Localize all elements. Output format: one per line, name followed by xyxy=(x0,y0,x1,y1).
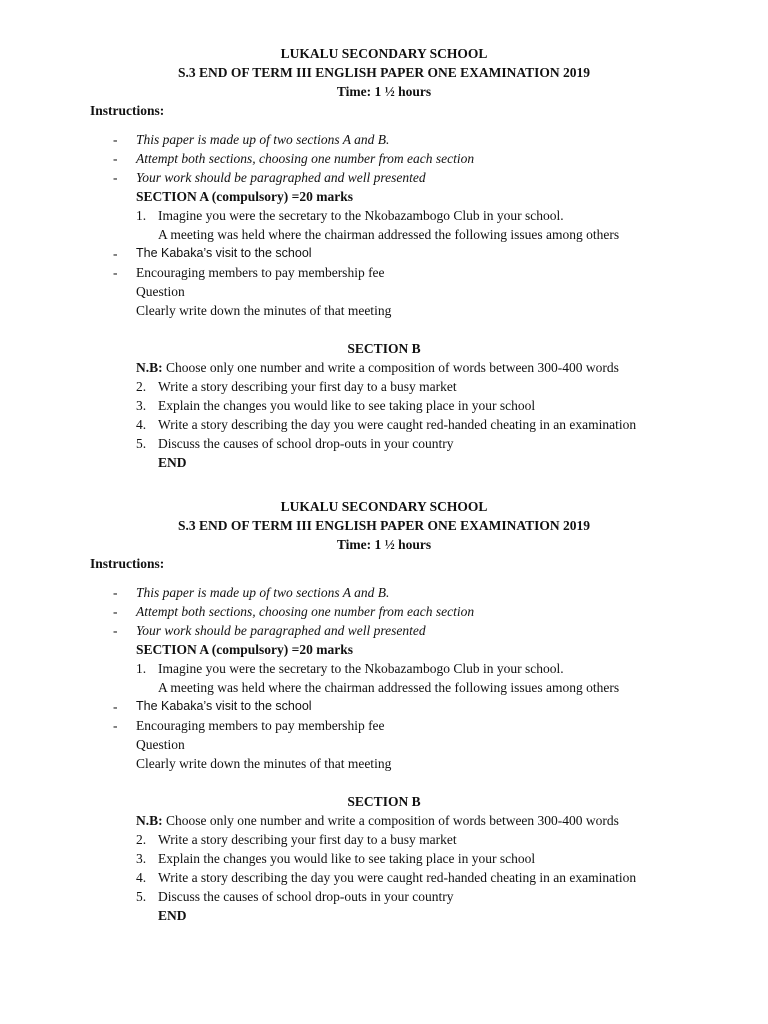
exam-title: S.3 END OF TERM III ENGLISH PAPER ONE EXAMINATION 2019 xyxy=(177,518,591,533)
nb-label: N.B: xyxy=(136,813,163,828)
nb-text: Choose only one number and write a composition of words between 300-400 words xyxy=(162,360,619,375)
question-text-continued: A meeting was held where the chairman addressed the following issues among others xyxy=(158,680,620,695)
question-text: Discuss the causes of school drop-outs in your country xyxy=(158,889,454,904)
bullet-dash: - xyxy=(113,699,118,714)
section-b-heading: SECTION B xyxy=(347,794,421,809)
question-text: Explain the changes you would like to see taking place in your school xyxy=(158,398,536,413)
question-text: Write a story describing your first day to a busy market xyxy=(158,379,457,394)
question-number: 2. xyxy=(136,379,147,394)
nb-text: Choose only one number and write a composition of words between 300-400 words xyxy=(162,813,619,828)
question-number: 3. xyxy=(136,398,147,413)
instructions-label: Instructions: xyxy=(90,556,165,571)
issue-item: The Kabaka’s visit to the school xyxy=(136,246,312,260)
bullet-dash: - xyxy=(113,265,118,280)
bullet-dash: - xyxy=(113,604,118,619)
question-text: Write a story describing the day you were caught red-handed cheating in an examination xyxy=(158,417,637,432)
exam-copy-1 xyxy=(0,44,768,497)
question-number: 4. xyxy=(136,417,147,432)
nb-label: N.B: xyxy=(136,360,163,375)
question-number: 1. xyxy=(136,661,147,676)
exam-time: Time: 1 ½ hours xyxy=(336,537,432,552)
question-text: Imagine you were the secretary to the Nkobazambogo Club in your school. xyxy=(158,208,564,223)
end-marker: END xyxy=(158,455,187,470)
bullet-dash: - xyxy=(113,246,118,261)
bullet-dash: - xyxy=(113,623,118,638)
instruction-item: This paper is made up of two sections A and B. xyxy=(136,585,390,600)
question-text: Imagine you were the secretary to the Nkobazambogo Club in your school. xyxy=(158,661,564,676)
exam-title: S.3 END OF TERM III ENGLISH PAPER ONE EXAMINATION 2019 xyxy=(177,65,591,80)
question-number: 5. xyxy=(136,889,147,904)
question-text-continued: A meeting was held where the chairman addressed the following issues among others xyxy=(158,227,620,242)
instruction-item: This paper is made up of two sections A and B. xyxy=(136,132,390,147)
bullet-dash: - xyxy=(113,718,118,733)
nb-note xyxy=(136,811,619,830)
question-text: Write a story describing your first day to a busy market xyxy=(158,832,457,847)
section-a-heading: SECTION A (compulsory) =20 marks xyxy=(136,189,353,204)
issue-item: Encouraging members to pay membership fee xyxy=(136,265,385,280)
exam-time: Time: 1 ½ hours xyxy=(336,84,432,99)
question-text: Explain the changes you would like to see taking place in your school xyxy=(158,851,536,866)
question-text: Write a story describing the day you were caught red-handed cheating in an examination xyxy=(158,870,637,885)
school-name: LUKALU SECONDARY SCHOOL xyxy=(280,499,488,514)
bullet-dash: - xyxy=(113,585,118,600)
nb-note xyxy=(136,358,619,377)
bullet-dash: - xyxy=(113,170,118,185)
question-number: 2. xyxy=(136,832,147,847)
question-number: 5. xyxy=(136,436,147,451)
instruction-item: Your work should be paragraphed and well presented xyxy=(136,623,426,638)
question-text: Discuss the causes of school drop-outs in your country xyxy=(158,436,454,451)
bullet-dash: - xyxy=(113,132,118,147)
instruction-item: Attempt both sections, choosing one number from each section xyxy=(136,151,475,166)
exam-copy-2 xyxy=(0,497,768,950)
issue-item: Encouraging members to pay membership fee xyxy=(136,718,385,733)
section-b-heading: SECTION B xyxy=(347,341,421,356)
question-number: 4. xyxy=(136,870,147,885)
instruction-item: Attempt both sections, choosing one number from each section xyxy=(136,604,475,619)
question-number: 1. xyxy=(136,208,147,223)
school-name: LUKALU SECONDARY SCHOOL xyxy=(280,46,488,61)
issue-item: The Kabaka’s visit to the school xyxy=(136,699,312,713)
question-number: 3. xyxy=(136,851,147,866)
section-a-heading: SECTION A (compulsory) =20 marks xyxy=(136,642,353,657)
end-marker: END xyxy=(158,908,187,923)
question-label: Question xyxy=(136,284,185,299)
instruction-item: Your work should be paragraphed and well presented xyxy=(136,170,426,185)
instructions-label: Instructions: xyxy=(90,103,165,118)
question-label: Question xyxy=(136,737,185,752)
question-instruction: Clearly write down the minutes of that meeting xyxy=(136,303,392,318)
question-instruction: Clearly write down the minutes of that meeting xyxy=(136,756,392,771)
bullet-dash: - xyxy=(113,151,118,166)
